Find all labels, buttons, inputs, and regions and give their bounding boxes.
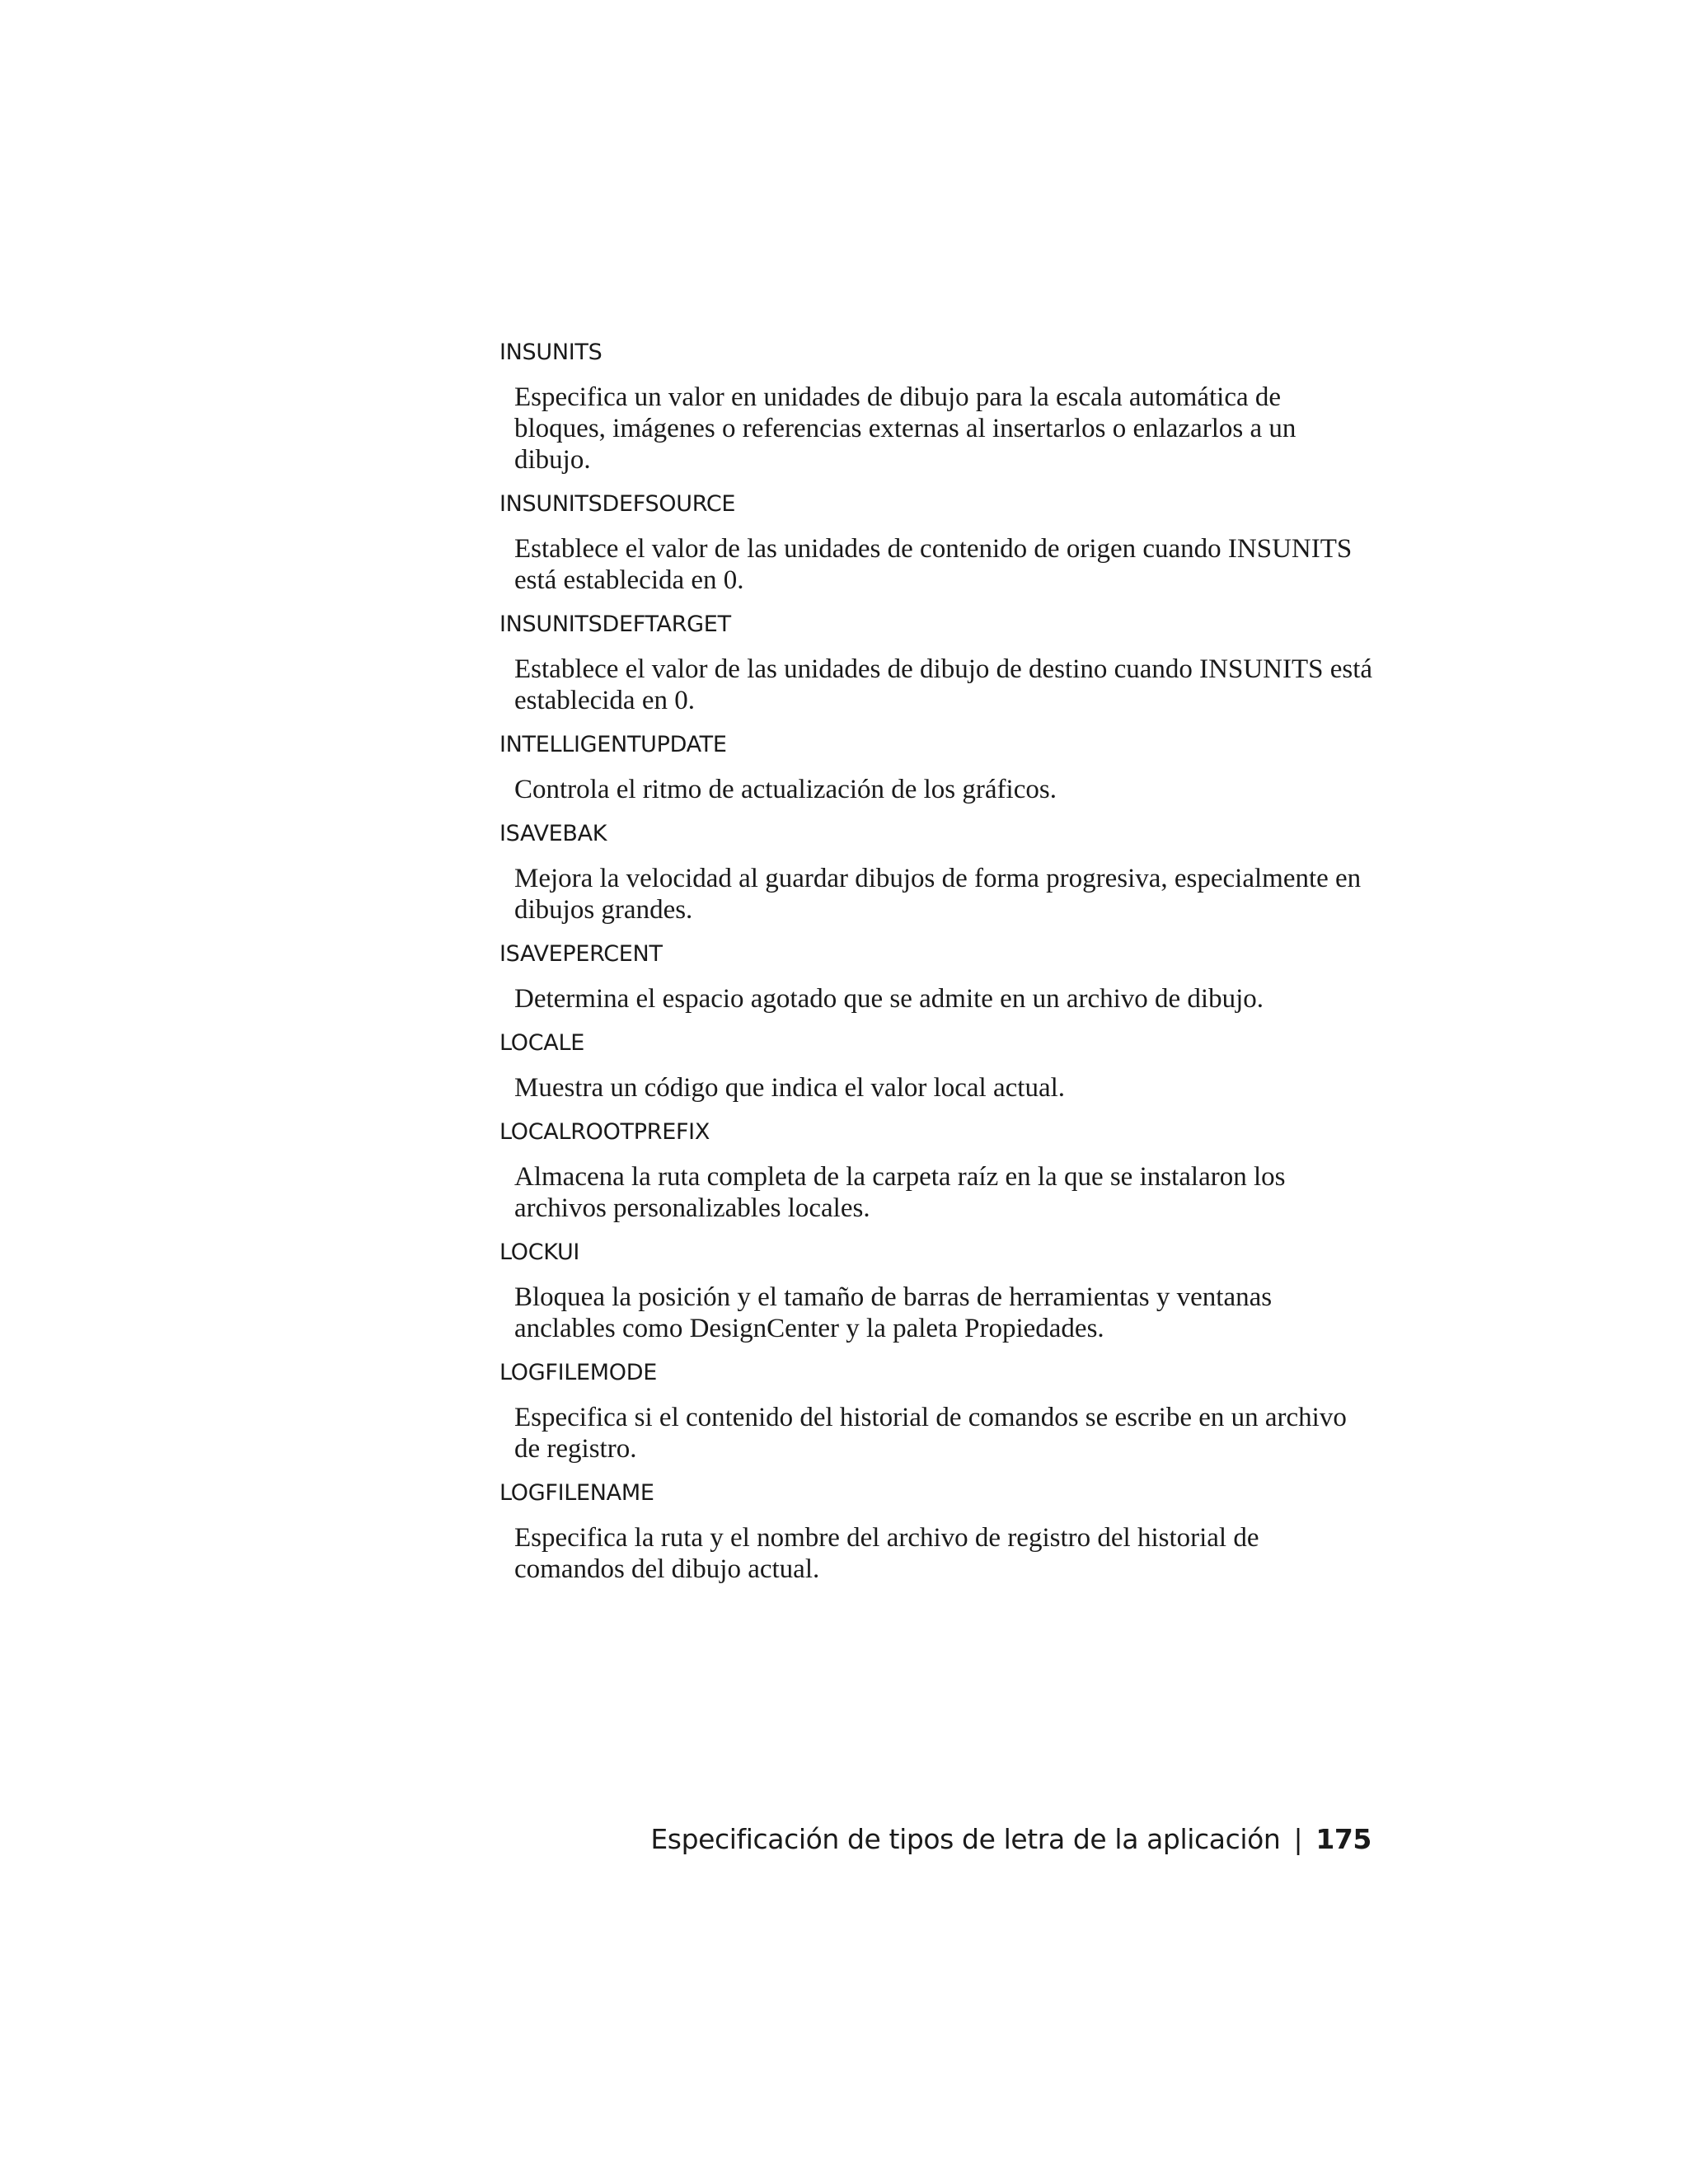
entry-description: Especifica un valor en unidades de dibujo para la escala automática de bloques, imágenes o referencias externas al insertarlos o enlazarlos a un dibujo. — [514, 382, 1296, 475]
entry-description: Controla el ritmo de actualización de los gráficos. — [514, 775, 1057, 804]
entry-description: Mejora la velocidad al guardar dibujos de forma progresiva, especialmente en dibujos grandes. — [514, 864, 1362, 925]
footer-separator: | — [1293, 1823, 1303, 1855]
entry-term: LOCALROOTPREFIX — [499, 1119, 710, 1145]
entry-description: Almacena la ruta completa de la carpeta raíz en la que se instalaron los archivos personalizables locales. — [514, 1162, 1286, 1223]
entry-term: LOGFILENAME — [499, 1480, 654, 1506]
entry-term: LOGFILEMODE — [499, 1360, 657, 1385]
entry-term: INSUNITSDEFTARGET — [499, 612, 731, 637]
entry-term: ISAVEPERCENT — [499, 941, 663, 967]
entry-description: Establece el valor de las unidades de contenido de origen cuando INSUNITS está establecida en 0. — [514, 534, 1353, 595]
page-footer — [650, 1821, 1372, 1858]
entry-term: LOCKUI — [499, 1240, 580, 1265]
entry-description: Especifica la ruta y el nombre del archivo de registro del historial de comandos del dibujo actual. — [514, 1523, 1259, 1584]
entry-term: LOCALE — [499, 1030, 584, 1056]
page-number: 175 — [1315, 1823, 1372, 1855]
footer-section-title: Especificación de tipos de letra de la aplicación — [650, 1823, 1281, 1855]
entry-description: Determina el espacio agotado que se admite en un archivo de dibujo. — [514, 984, 1264, 1014]
definition-list — [499, 338, 1373, 1599]
entry-term: INSUNITSDEFSOURCE — [499, 491, 736, 517]
entry-term: INTELLIGENTUPDATE — [499, 732, 727, 757]
entry-term: ISAVEBAK — [499, 821, 607, 846]
entry-term: INSUNITS — [499, 340, 603, 365]
entry-description: Muestra un código que indica el valor local actual. — [514, 1073, 1066, 1103]
entry-description: Bloquea la posición y el tamaño de barras de herramientas y ventanas anclables como DesignCenter y la paleta Propiedades. — [514, 1282, 1273, 1343]
entry-description: Establece el valor de las unidades de dibujo de destino cuando INSUNITS está establecida en 0. — [514, 654, 1373, 715]
entry-description: Especifica si el contenido del historial de comandos se escribe en un archivo de registro. — [514, 1403, 1347, 1464]
